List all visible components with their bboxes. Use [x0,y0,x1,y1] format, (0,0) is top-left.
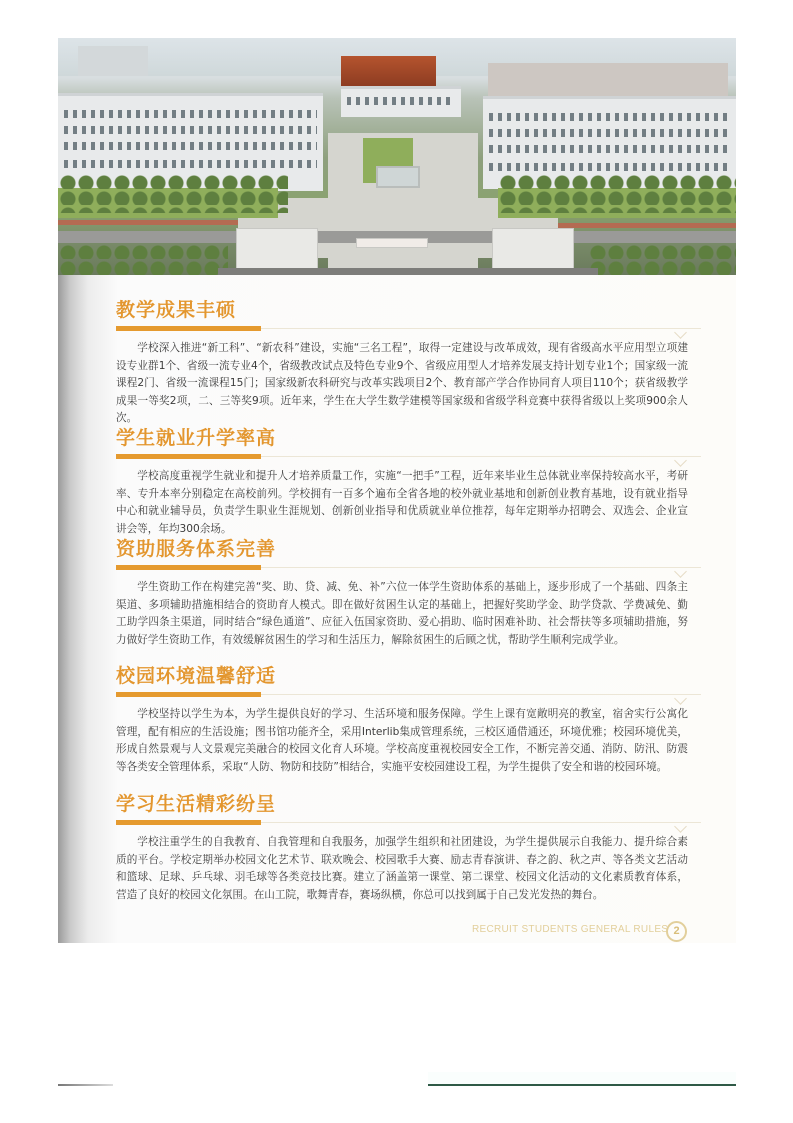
section-body: 学校高度重视学生就业和提升人才培养质量工作，实施“一把手”工程，近年来毕业生总体就业率保持较高水平，考研率、专升本率分别稳定在高校前列。学校拥有一百多个遍布全省各地的校外就业基地和创新创业教育基地，设有就业指导中心和就业辅导员，负责学生职业生涯规划、创新创业指导和优质就业单位推荐，每年定期举办招聘会、双选会、企业宣讲会等，年均300余场。 [116,470,688,535]
section-title: 学生就业升学率高 [116,427,277,449]
section-title: 学习生活精彩纷呈 [116,793,277,815]
photo-track-right [558,223,736,228]
photo-gate-right [492,228,574,272]
section-financial-aid [116,537,686,649]
photo-trees-bottom-left [58,243,228,275]
next-page-header-strip [428,1072,736,1084]
section-title: 资助服务体系完善 [116,538,277,560]
section-student-life [116,792,686,904]
photo-distant-building [488,63,728,98]
photo-trees-right [498,173,736,213]
section-body: 学校深入推进“新工科”、“新农科”建设，实施“三名工程”，取得一定建设与改革成效，现有省级高水平应用型立项建设专业群1个、省级一流专业4个，省级教改试点及特色专业9个、省级应用型人才培养发展支持计划专业1个；国家级一流课程2门、省级一流课程15门；国家级新农科研究与改革实践项目2个、教育部产学合作协同育人项目110个；获省级教学成果一等奖2项，二、三等奖9项。近年来，学生在大学生数学建模等国家级和省级学科竞赛中获得省级以上奖项900余人次。 [116,342,688,424]
section-campus-environment [116,664,686,776]
section-title-underline [116,452,686,462]
section-title-underline [116,324,686,334]
photo-gate-left [236,228,318,272]
section-teaching-achievements [116,298,686,428]
photo-library-building [341,86,461,117]
page-number-badge: 2 [666,921,687,942]
section-title: 校园环境温馨舒适 [116,665,277,687]
section-body: 学生资助工作在构建完善“奖、助、贷、减、免、补”六位一体学生资助体系的基础上，逐步形成了一个基础、四条主渠道、多项辅助措施相结合的资助育人模式。即在做好贫困生认定的基础上，把握好奖助学金、助学贷款、学费减免、勤工助学四条主渠道，同时结合“绿色通道”、应征入伍国家资助、爱心捐助、临时困难补助、社会帮扶等多项辅助措施，努力做好学生资助工作，有效缓解贫困生的学习和生活压力，解除贫困生的后顾之忧，帮助学生顺利完成学业。 [116,581,688,646]
section-body: 学校坚持以学生为本，为学生提供良好的学习、生活环境和服务保障。学生上课有宽敞明亮的教室，宿舍实行公寓化管理，配有相应的生活设施；图书馆功能齐全，采用Interlib集成管理系统，三校区通借通还，环境优雅；校园环境优美，形成自然景观与人文景观完美融合的校园文化育人环境。学校高度重视校园安全工作，不断完善交通、消防、防汛、防震等各类安全管理体系，采取“人防、物防和技防”相结合，实施平安校园建设工程，为学生提供了安全和谐的校园环境。 [116,708,688,773]
photo-library-red-top [341,56,436,86]
photo-track-left [58,220,238,225]
campus-aerial-photo [58,38,736,275]
section-title-underline [116,818,686,828]
section-employment [116,426,686,538]
next-page-edge-rule [428,1084,736,1086]
photo-trees-left [58,173,288,213]
photo-gate-road [218,268,598,275]
section-title-underline [116,690,686,700]
photo-distant-building [78,46,148,76]
photo-gate-sign [356,238,428,248]
section-title: 教学成果丰硕 [116,299,237,321]
section-body: 学校注重学生的自我教育、自我管理和自我服务，加强学生组织和社团建设，为学生提供展示自我能力、提升综合素质的平台。学校定期举办校园文化艺术节、联欢晚会、校园歌手大赛、励志青春演讲、春之韵、秋之声、等各类文艺活动和篮球、足球、乒乓球、羽毛球等各类竞技比赛。建立了涵盖第一课堂、第二课堂、校园文化活动的文化素质教育体系，营造了良好的校园文化氛围。在山工院，歌舞青春，赛场纵横，你总可以找到属于自己发光发热的舞台。 [116,836,688,901]
footer-running-title: RECRUIT STUDENTS GENERAL RULES [472,924,669,935]
next-page-edge-left [58,1084,113,1086]
section-title-underline [116,563,686,573]
brochure-page [58,38,736,943]
photo-reflecting-pool [376,166,420,188]
photo-trees-bottom-right [588,243,736,275]
